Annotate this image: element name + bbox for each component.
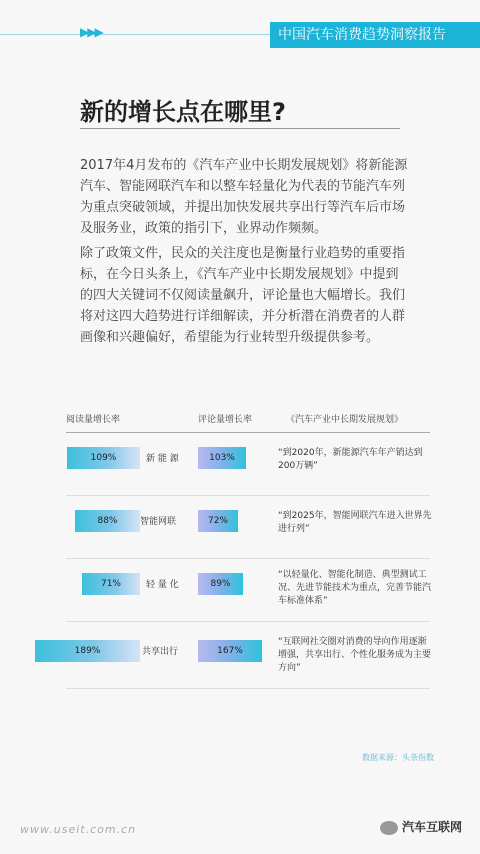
comment-growth-bar: 89%: [198, 573, 243, 595]
header-comment-growth: 评论量增长率: [198, 415, 253, 425]
category-label: 智能网联: [140, 517, 177, 527]
second-paragraph: 除了政策文件，民众的关注度也是衡量行业趋势的重要指标，在今日头条上，《汽车产业中长期发展规划》中提到的四大关键词不仅阅读量飙升，评论量也大幅增长。我们将对这四大趋势进行详细解读，并分析潜在消费者的人群画像和兴趣偏好，希望能为行业转型升级提供参考。: [80, 246, 406, 345]
wechat-account: [380, 818, 462, 835]
table-row: [0, 637, 480, 690]
plan-quote: “互联网社交圈对消费的导向作用逐渐增强，共享出行、个性化服务成为主要方向”: [278, 637, 432, 673]
read-growth-bar: 109%: [67, 447, 140, 469]
header-line: [0, 34, 270, 35]
plan-quote: “到2025年，智能网联汽车进入世界先进行列”: [278, 511, 432, 534]
comment-growth-bar: 72%: [198, 510, 238, 532]
report-title: 中国汽车消费趋势洞察报告: [270, 22, 480, 48]
comment-growth-bar: 167%: [198, 640, 262, 662]
header-read-growth: 阅读量增长率: [66, 415, 121, 425]
category-label: 共享出行: [142, 647, 179, 657]
row-divider: [66, 558, 430, 559]
page-title: 新的增长点在哪里?: [80, 98, 286, 126]
footer-url: www.useit.com.cn: [20, 823, 137, 836]
wechat-icon: [380, 821, 398, 835]
intro-paragraph: 2017年4月发布的《汽车产业中长期发展规划》将新能源汽车、智能网联汽车和以整车轻量化为代表的节能汽车列为重点突破领域，并提出加快发展共享出行等汽车后市场及服务业，政策的指引下，业界动作频频。: [80, 158, 408, 236]
row-divider: [66, 495, 430, 496]
read-growth-bar: 189%: [35, 640, 140, 662]
table-row: [0, 570, 480, 623]
row-divider: [66, 621, 430, 622]
table-row: [0, 510, 480, 560]
category-label: 新 能 源: [146, 454, 179, 464]
read-growth-bar: 71%: [82, 573, 140, 595]
data-source: 数据来源：头条指数: [362, 753, 434, 762]
table-row: [0, 447, 480, 497]
category-label: 轻 量 化: [146, 580, 179, 590]
report-header: [0, 22, 480, 48]
header-divider: [66, 432, 430, 433]
wechat-account-name: 汽车互联网: [402, 820, 463, 834]
plan-quote: “以轻量化、智能化制造、典型测试工况、先进节能技术为重点，完善节能汽车标准体系”: [278, 570, 432, 606]
comment-growth-bar: 103%: [198, 447, 246, 469]
read-growth-bar: 88%: [75, 510, 140, 532]
row-divider: [66, 688, 430, 689]
plan-quote: “到2020年，新能源汽车年产销达到200万辆”: [278, 448, 423, 471]
title-divider: [80, 128, 400, 129]
header-plan: 《汽车产业中长期发展规划》: [286, 415, 404, 425]
header-arrows-icon: ▶▶▶: [80, 25, 102, 39]
